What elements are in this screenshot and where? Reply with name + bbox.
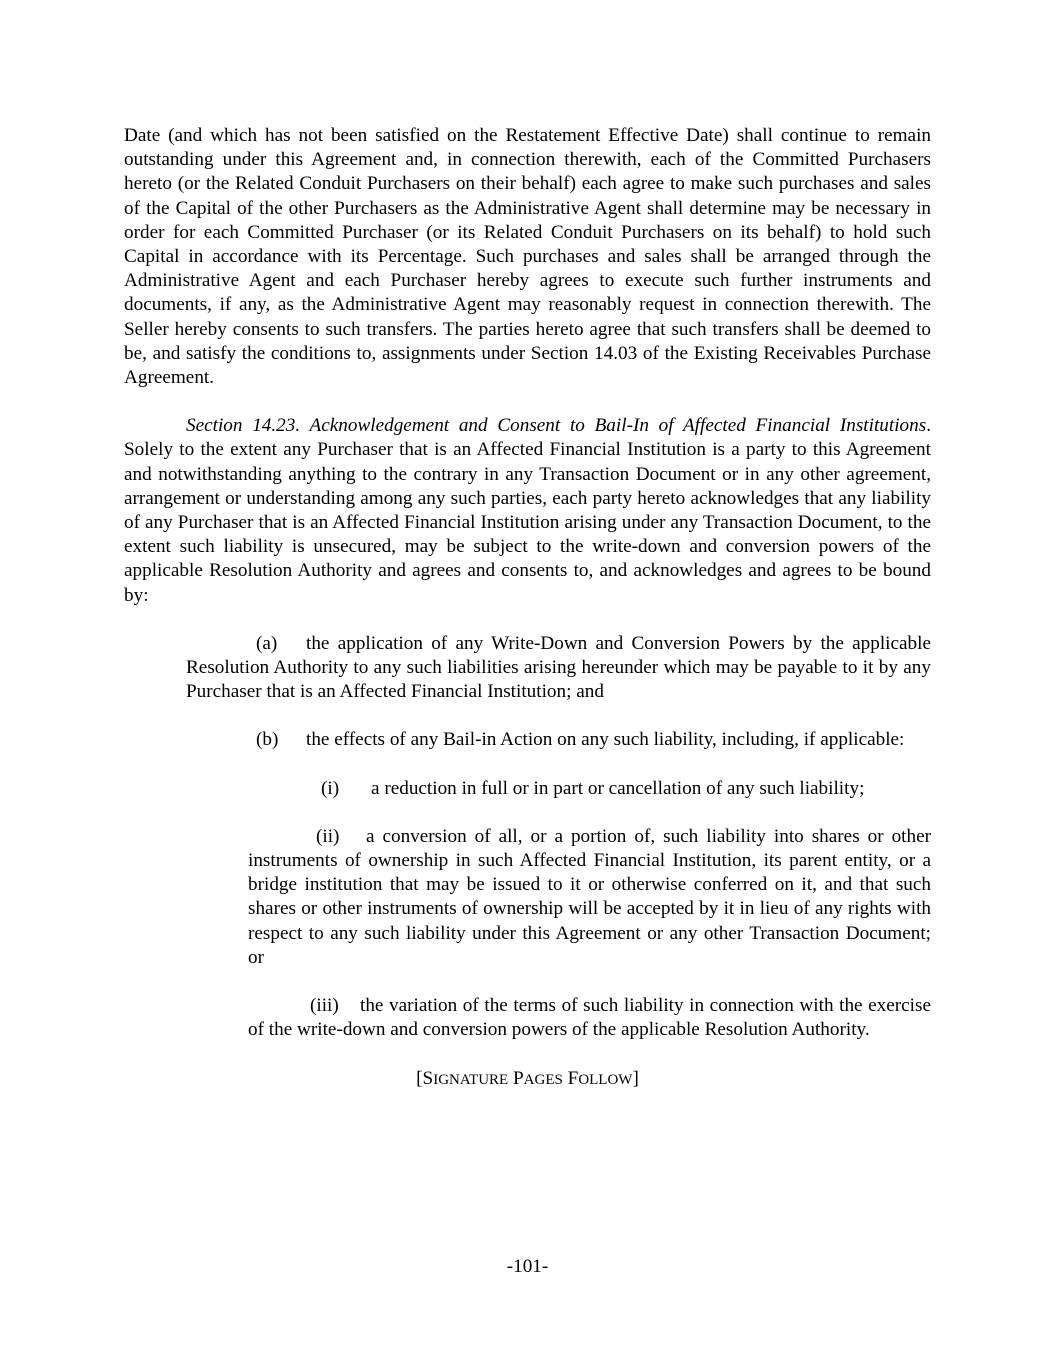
clause-label: (a) [256, 632, 278, 654]
subclause-text: a reduction in full or in part or cancellation of any such liability; [371, 777, 865, 799]
signature-pages-follow: [SIGNATURE PAGES FOLLOW] [416, 1067, 639, 1089]
clause-text: the effects of any Bail-in Action on any such liability, including, if applicable: [306, 729, 905, 751]
section-heading: Section 14.23. Acknowledgement and Consent to Bail-In of Affected Financial Institutions [186, 415, 927, 437]
section-heading-period: . [926, 415, 931, 437]
subclause-ii [248, 825, 931, 970]
clause-a [186, 632, 931, 705]
section-14-23-paragraph [124, 414, 931, 608]
continuation-paragraph: Date (and which has not been satisfied on the Restatement Effective Date) shall continue to remain outstanding under this Agreement and, in connection therewith, each of the Committed Purchasers hereto (or the Related Conduit Purchasers on their behalf) each agree to make such purchases and sales of the Capital of the other Purchasers as the Administrative Agent shall determine may be necessary in order for each Committed Purchaser (or its Related Conduit Purchasers on its behalf) to hold such Capital in accordance with its Percentage. Such purchases and sales shall be arranged through the Administrative Agent and each Purchaser hereby agrees to execute such further instruments and documents, if any, as the Administrative Agent may reasonably request in connection therewith. The Seller hereby consents to such transfers. The parties hereto agree that such transfers shall be deemed to be, and satisfy the conditions to, assignments under Section 14.03 of the Existing Receivables Purchase Agreement. [124, 125, 931, 389]
subclause-label: (i) [321, 777, 340, 799]
subclause-text: the variation of the terms of such liability in connection with the exercise of the write-down and conversion powers of the applicable Resolution Authority. [248, 995, 931, 1041]
subclause-label: (ii) [316, 825, 340, 847]
subclause-iii [248, 994, 931, 1042]
section-body: Solely to the extent any Purchaser that is an Affected Financial Institution is a party to this Agreement and notwithstanding anything to the contrary in any Transaction Document or in any other agreement, arrangement or understanding among any such parties, each party hereto acknowledges that any liability of any Purchaser that is an Affected Financial Institution arising under any Transaction Document, to the extent such liability is unsecured, may be subject to the write-down and conversion powers of the applicable Resolution Authority and agrees and consents to, and acknowledges and agrees to be bound by: [124, 439, 931, 606]
document-page [124, 124, 931, 1092]
clause-label: (b) [256, 729, 279, 751]
clause-text: the application of any Write-Down and Conversion Powers by the applicable Resolution Authority to any such liabilities arising hereunder which may be payable to it by any Purchaser that is an Affected Financial Institution; and [186, 632, 931, 703]
page-number: -101- [506, 1256, 549, 1277]
clause-b [186, 728, 931, 752]
subclause-text: a conversion of all, or a portion of, such liability into shares or other instruments of ownership in such Affected Financial Institution, its parent entity, or a bridge institution that may be issued to it or otherwise conferred on it, and that such shares or other instruments of ownership will be accepted by it in lieu of any rights with respect to any such liability under this Agreement or any other Transaction Document; or [248, 825, 931, 968]
subclause-label: (iii) [310, 995, 339, 1017]
subclause-i [248, 777, 931, 801]
